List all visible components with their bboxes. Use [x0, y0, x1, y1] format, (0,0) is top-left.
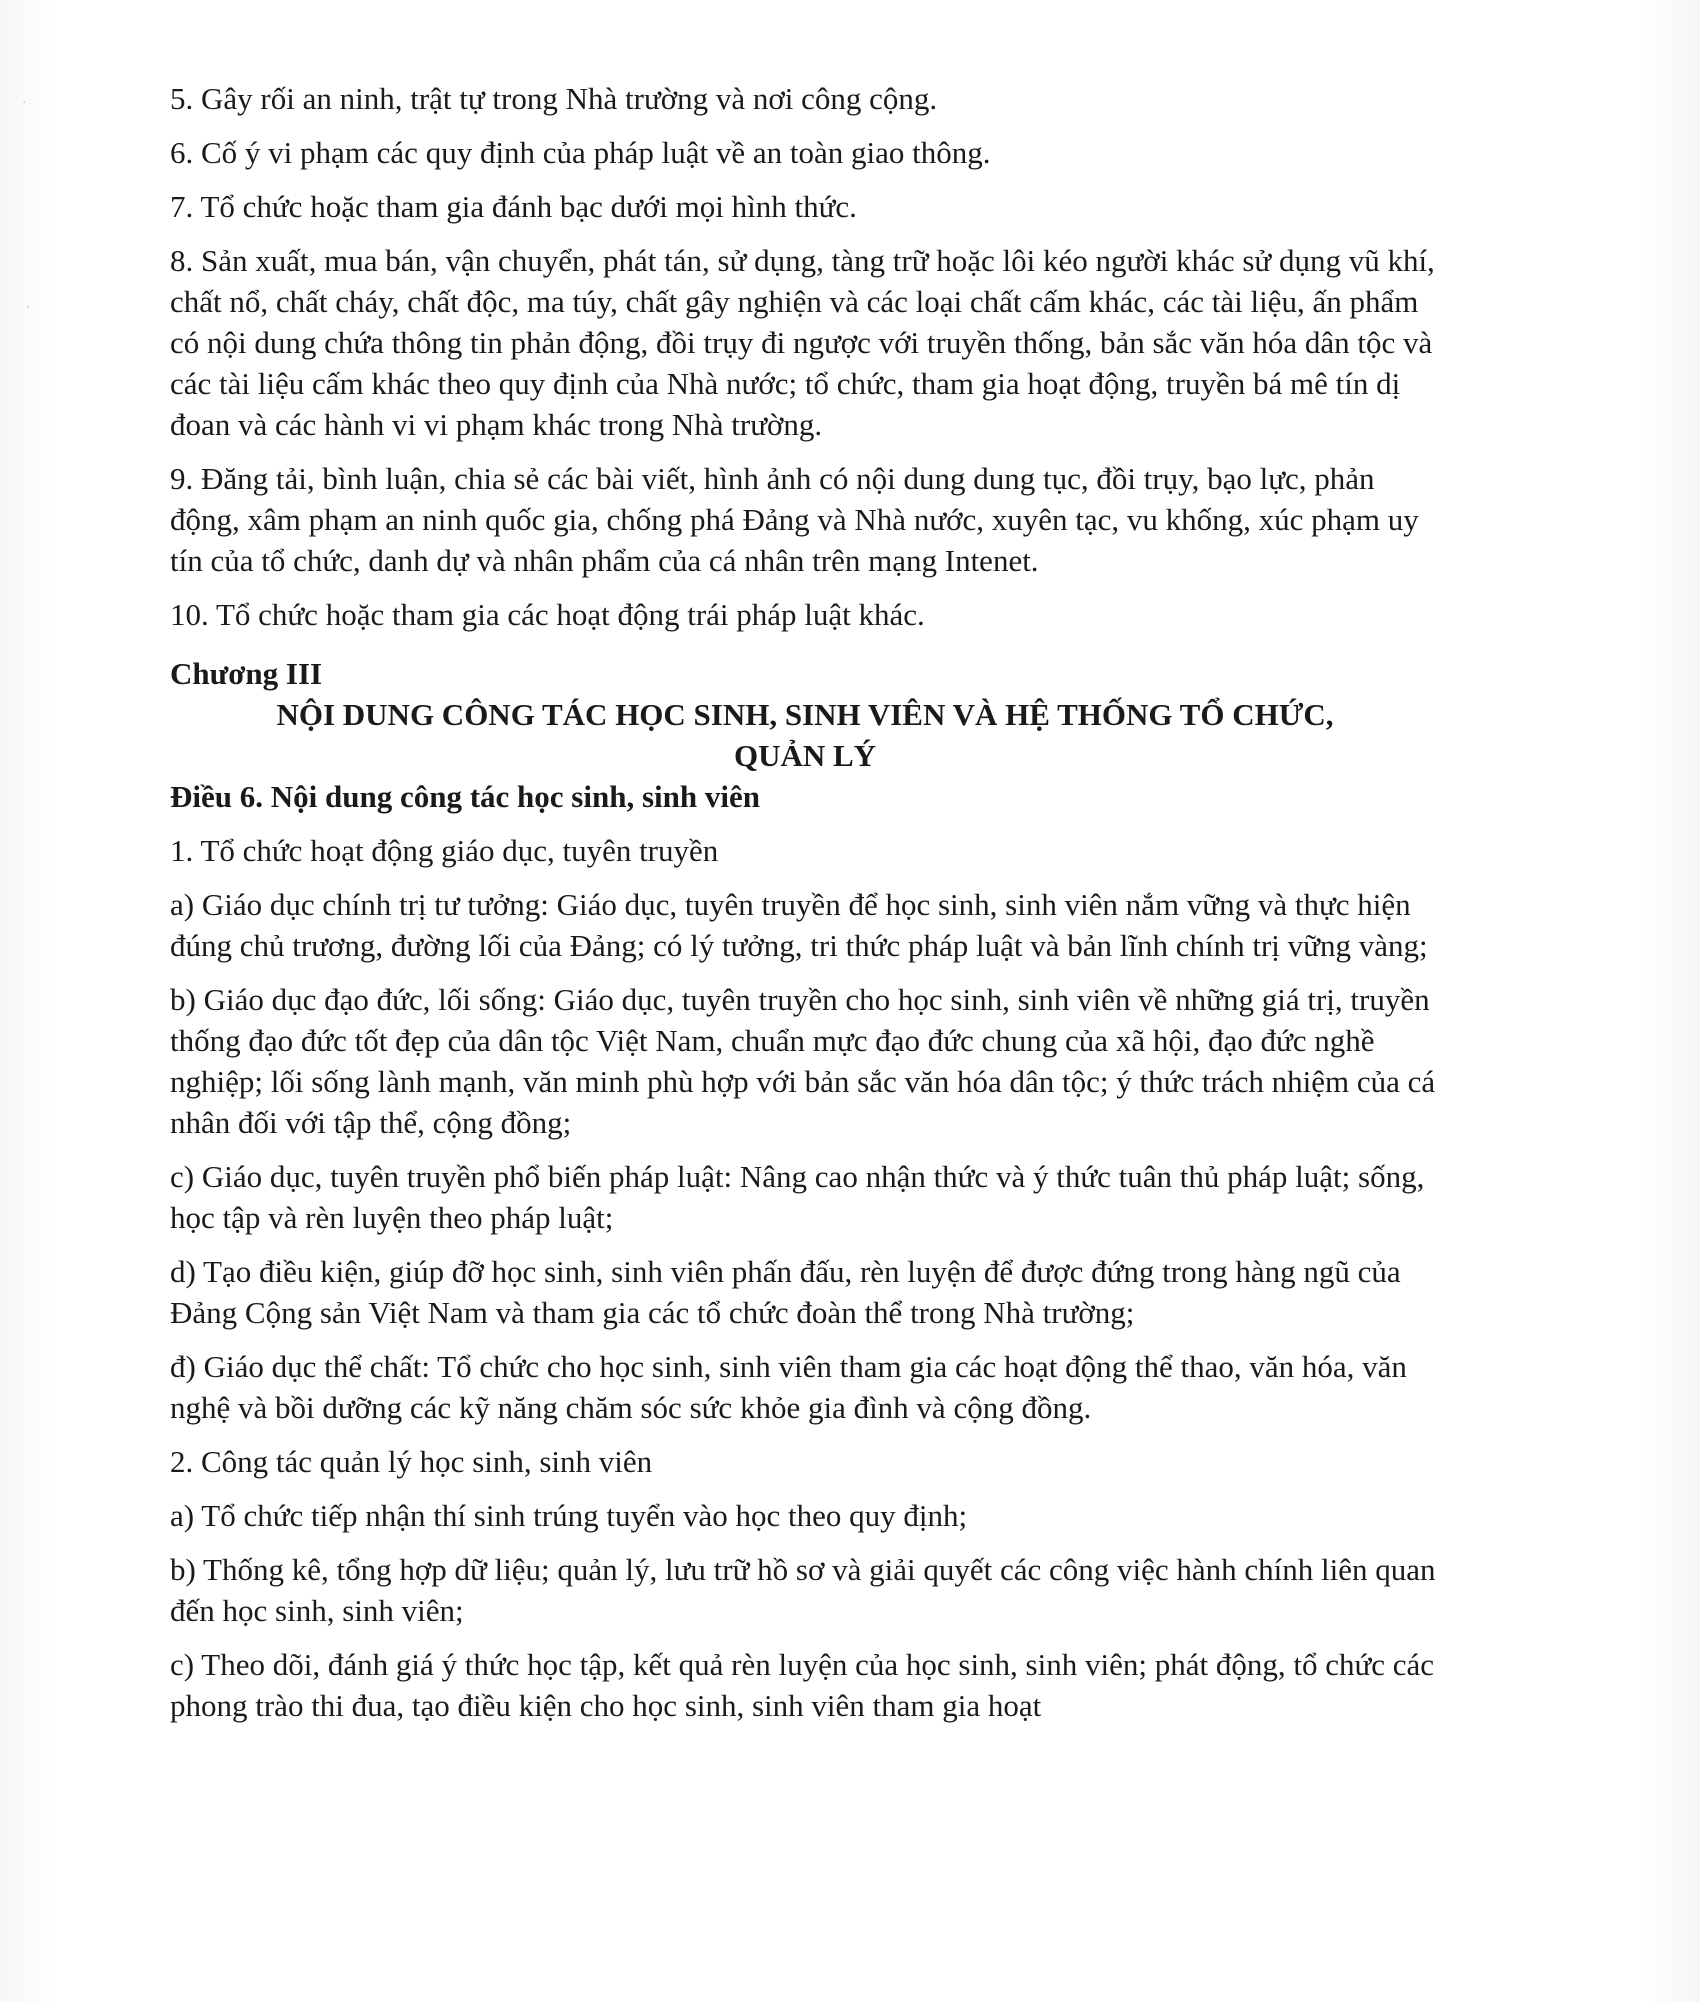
scan-margin-mark: · — [22, 95, 27, 111]
list-item: c) Theo dõi, đánh giá ý thức học tập, kết quả rèn luyện của học sinh, sinh viên; phát động, tổ chức các phong trào thi đua, tạo điều kiện cho học sinh, sinh viên tham gia hoạt — [170, 1647, 1435, 1723]
list-item: b) Thống kê, tổng hợp dữ liệu; quản lý, lưu trữ hồ sơ và giải quyết các công việc hành chính liên quan đến học sinh, sinh viên; — [170, 1552, 1436, 1628]
list-item: đ) Giáo dục thể chất: Tổ chức cho học sinh, sinh viên tham gia các hoạt động thể thao, văn hóa, văn nghệ và bồi dưỡng các kỹ năng chăm sóc sức khỏe gia đình và cộng đồng. — [170, 1349, 1407, 1425]
list-item: 9. Đăng tải, bình luận, chia sẻ các bài viết, hình ảnh có nội dung dung tục, đồi trụy, bạo lực, phản động, xâm phạm an ninh quốc gia, chống phá Đảng và Nhà nước, xuyên tạc, vu khống, xúc phạm uy tín của tổ chức, danh dự và nhân phẩm của cá nhân trên mạng Intenet. — [170, 461, 1419, 578]
list-item: 7. Tổ chức hoặc tham gia đánh bạc dưới mọi hình thức. — [170, 189, 857, 224]
section-title: 1. Tổ chức hoạt động giáo dục, tuyên truyền — [170, 833, 719, 868]
list-item: 10. Tổ chức hoặc tham gia các hoạt động trái pháp luật khác. — [170, 597, 925, 632]
list-item: c) Giáo dục, tuyên truyền phổ biến pháp luật: Nâng cao nhận thức và ý thức tuân thủ pháp luật; sống, học tập và rèn luyện theo pháp luật; — [170, 1159, 1425, 1235]
list-item: 5. Gây rối an ninh, trật tự trong Nhà trường và nơi công cộng. — [170, 81, 938, 116]
scan-margin-mark: · — [26, 300, 31, 316]
section-title: 2. Công tác quản lý học sinh, sinh viên — [170, 1444, 653, 1479]
article-title: Điều 6. Nội dung công tác học sinh, sinh viên — [170, 779, 760, 814]
document-body — [170, 78, 1440, 1739]
list-item: 6. Cố ý vi phạm các quy định của pháp luật về an toàn giao thông. — [170, 135, 991, 170]
chapter-heading-line2: QUẢN LÝ — [733, 738, 877, 773]
chapter-heading-line1: NỘI DUNG CÔNG TÁC HỌC SINH, SINH VIÊN VÀ HỆ THỐNG TỔ CHỨC, — [276, 697, 1334, 732]
list-item: d) Tạo điều kiện, giúp đỡ học sinh, sinh viên phấn đấu, rèn luyện để được đứng trong hàng ngũ của Đảng Cộng sản Việt Nam và tham gia các tổ chức đoàn thể trong Nhà trường; — [170, 1254, 1401, 1330]
chapter-label: Chương III — [170, 656, 323, 691]
list-item: a) Giáo dục chính trị tư tưởng: Giáo dục, tuyên truyền để học sinh, sinh viên nắm vững và thực hiện đúng chủ trương, đường lối của Đảng; có lý tưởng, tri thức pháp luật và bản lĩnh chính trị vững vàng; — [170, 887, 1428, 963]
list-item: a) Tổ chức tiếp nhận thí sinh trúng tuyển vào học theo quy định; — [170, 1498, 968, 1533]
list-item: 8. Sản xuất, mua bán, vận chuyển, phát tán, sử dụng, tàng trữ hoặc lôi kéo người khác sử dụng vũ khí, chất nổ, chất cháy, chất độc, ma túy, chất gây nghiện và các loại chất cấm khác, các tài liệu, ấn phẩm có nội dung chứa thông tin phản động, đồi trụy đi ngược với truyền thống, bản sắc văn hóa dân tộc và các tài liệu cấm khác theo quy định của Nhà nước; tổ chức, tham gia hoạt động, truyền bá mê tín dị đoan và các hành vi vi phạm khác trong Nhà trường. — [170, 243, 1435, 442]
list-item: b) Giáo dục đạo đức, lối sống: Giáo dục, tuyên truyền cho học sinh, sinh viên về những giá trị, truyền thống đạo đức tốt đẹp của dân tộc Việt Nam, chuẩn mực đạo đức chung của xã hội, đạo đức nghề nghiệp; lối sống lành mạnh, văn minh phù hợp với bản sắc văn hóa dân tộc; ý thức trách nhiệm của cá nhân đối với tập thể, cộng đồng; — [170, 982, 1436, 1140]
